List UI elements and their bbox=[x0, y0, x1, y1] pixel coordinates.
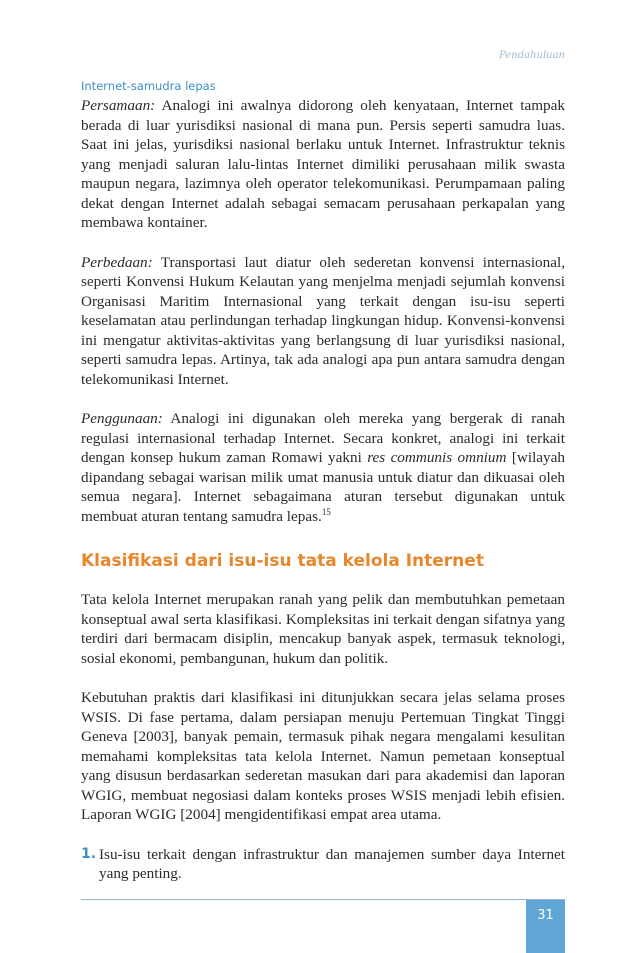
latin-term: res communis omnium bbox=[367, 449, 507, 466]
paragraph-body: Kebutuhan praktis dari klasifikasi ini ditunjukkan secara jelas selama proses WSIS. Di fase pertama, dalam persiapan menuju Pertemuan Tingkat Tinggi Geneva [2003], banyak pemain, termasuk pihak negara mengalami kesulitan memahami kompleksitas tata kelola Internet. Namun pemetaan konseptual yang disusun berdasarkan sederetan masukan dari para akademisi dan laporan WGIG, membuat negosiasi dalam konteks proses WSIS menjadi lebih efisien. Laporan WGIG [2004] mengidentifikasi empat area utama. bbox=[81, 689, 565, 823]
footer-divider bbox=[81, 899, 565, 900]
list-item bbox=[81, 845, 565, 884]
paragraph-text: Analogi ini digunakan oleh mereka yang bergerak di ranah regulasi internasional terhadap Internet. Secara konkret, analogi ini terkait dengan konsep hukum zaman Romawi yakni bbox=[81, 410, 565, 466]
running-header: Pendahuluan bbox=[499, 50, 565, 61]
page-number: 31 bbox=[526, 900, 565, 953]
paragraph-body: Tata kelola Internet merupakan ranah yang pelik dan membutuhkan pemetaan konseptual awal serta klasifikasi. Kompleksitas ini terkait dengan sifatnya yang terdiri dari bermacam disiplin, mencakup banyak aspek, termasuk teknologi, sosial ekonomi, pembangunan, hukum dan politik. bbox=[81, 591, 565, 667]
paragraph-penggunaan bbox=[81, 409, 565, 526]
section-heading: Klasifikasi dari isu-isu tata kelola Internet bbox=[81, 551, 484, 571]
list-text: Isu-isu terkait dengan infrastruktur dan manajemen sumber daya Internet yang penting. bbox=[99, 845, 565, 882]
paragraph-label: Perbedaan: bbox=[81, 253, 153, 271]
paragraph-text: [wilayah dipandang sebagai warisan milik umat manusia untuk diatur dan dikuasai oleh semua negara]. Internet sebagaimana aturan tersebut digunakan untuk membuat aturan tentang samudra lepas. bbox=[81, 449, 565, 525]
paragraph-text: Transportasi laut diatur oleh sederetan konvensi internasional, seperti Konvensi Hukum Kelautan yang menjelma menjadi sejumlah konvensi Organisasi Maritim Internasional yang terkait dengan isu-isu seperti keselamatan atau perlindungan terhadap lingkungan hidup. Konvensi-konvensi ini mengatur aktivitas-aktivitas yang berlangsung di luar yurisdiksi nasional, seperti samudra lepas. Artinya, tak ada analogi apa pun antara samudra dengan telekomunikasi Internet. bbox=[81, 253, 565, 388]
page-content bbox=[81, 79, 565, 884]
paragraph-perbedaan bbox=[81, 253, 565, 390]
section-kicker: Internet-samudra lepas bbox=[81, 79, 216, 93]
list-number: 1. bbox=[81, 845, 97, 862]
paragraph-label: Persamaan: bbox=[81, 97, 156, 114]
paragraph-label: Penggunaan: bbox=[81, 410, 163, 427]
paragraph-persamaan bbox=[81, 96, 565, 233]
paragraph-text: Analogi ini awalnya didorong oleh kenyataan, Internet tampak berada di luar yurisdiksi nasional di mana pun. Persis seperti samudra luas. Saat ini jelas, yurisdiksi nasional berlaku untuk Internet. Infrastruktur teknis yang menjadi saluran lalu-lintas Internet dimiliki perusahaan milik swasta maupun negara, lazimnya oleh operator telekomunikasi. Perumpamaan paling dekat dengan Internet adalah sebagai semacam perusahaan perkapalan yang membawa kontainer. bbox=[81, 97, 565, 231]
footnote-marker[interactable]: 15 bbox=[321, 506, 331, 517]
